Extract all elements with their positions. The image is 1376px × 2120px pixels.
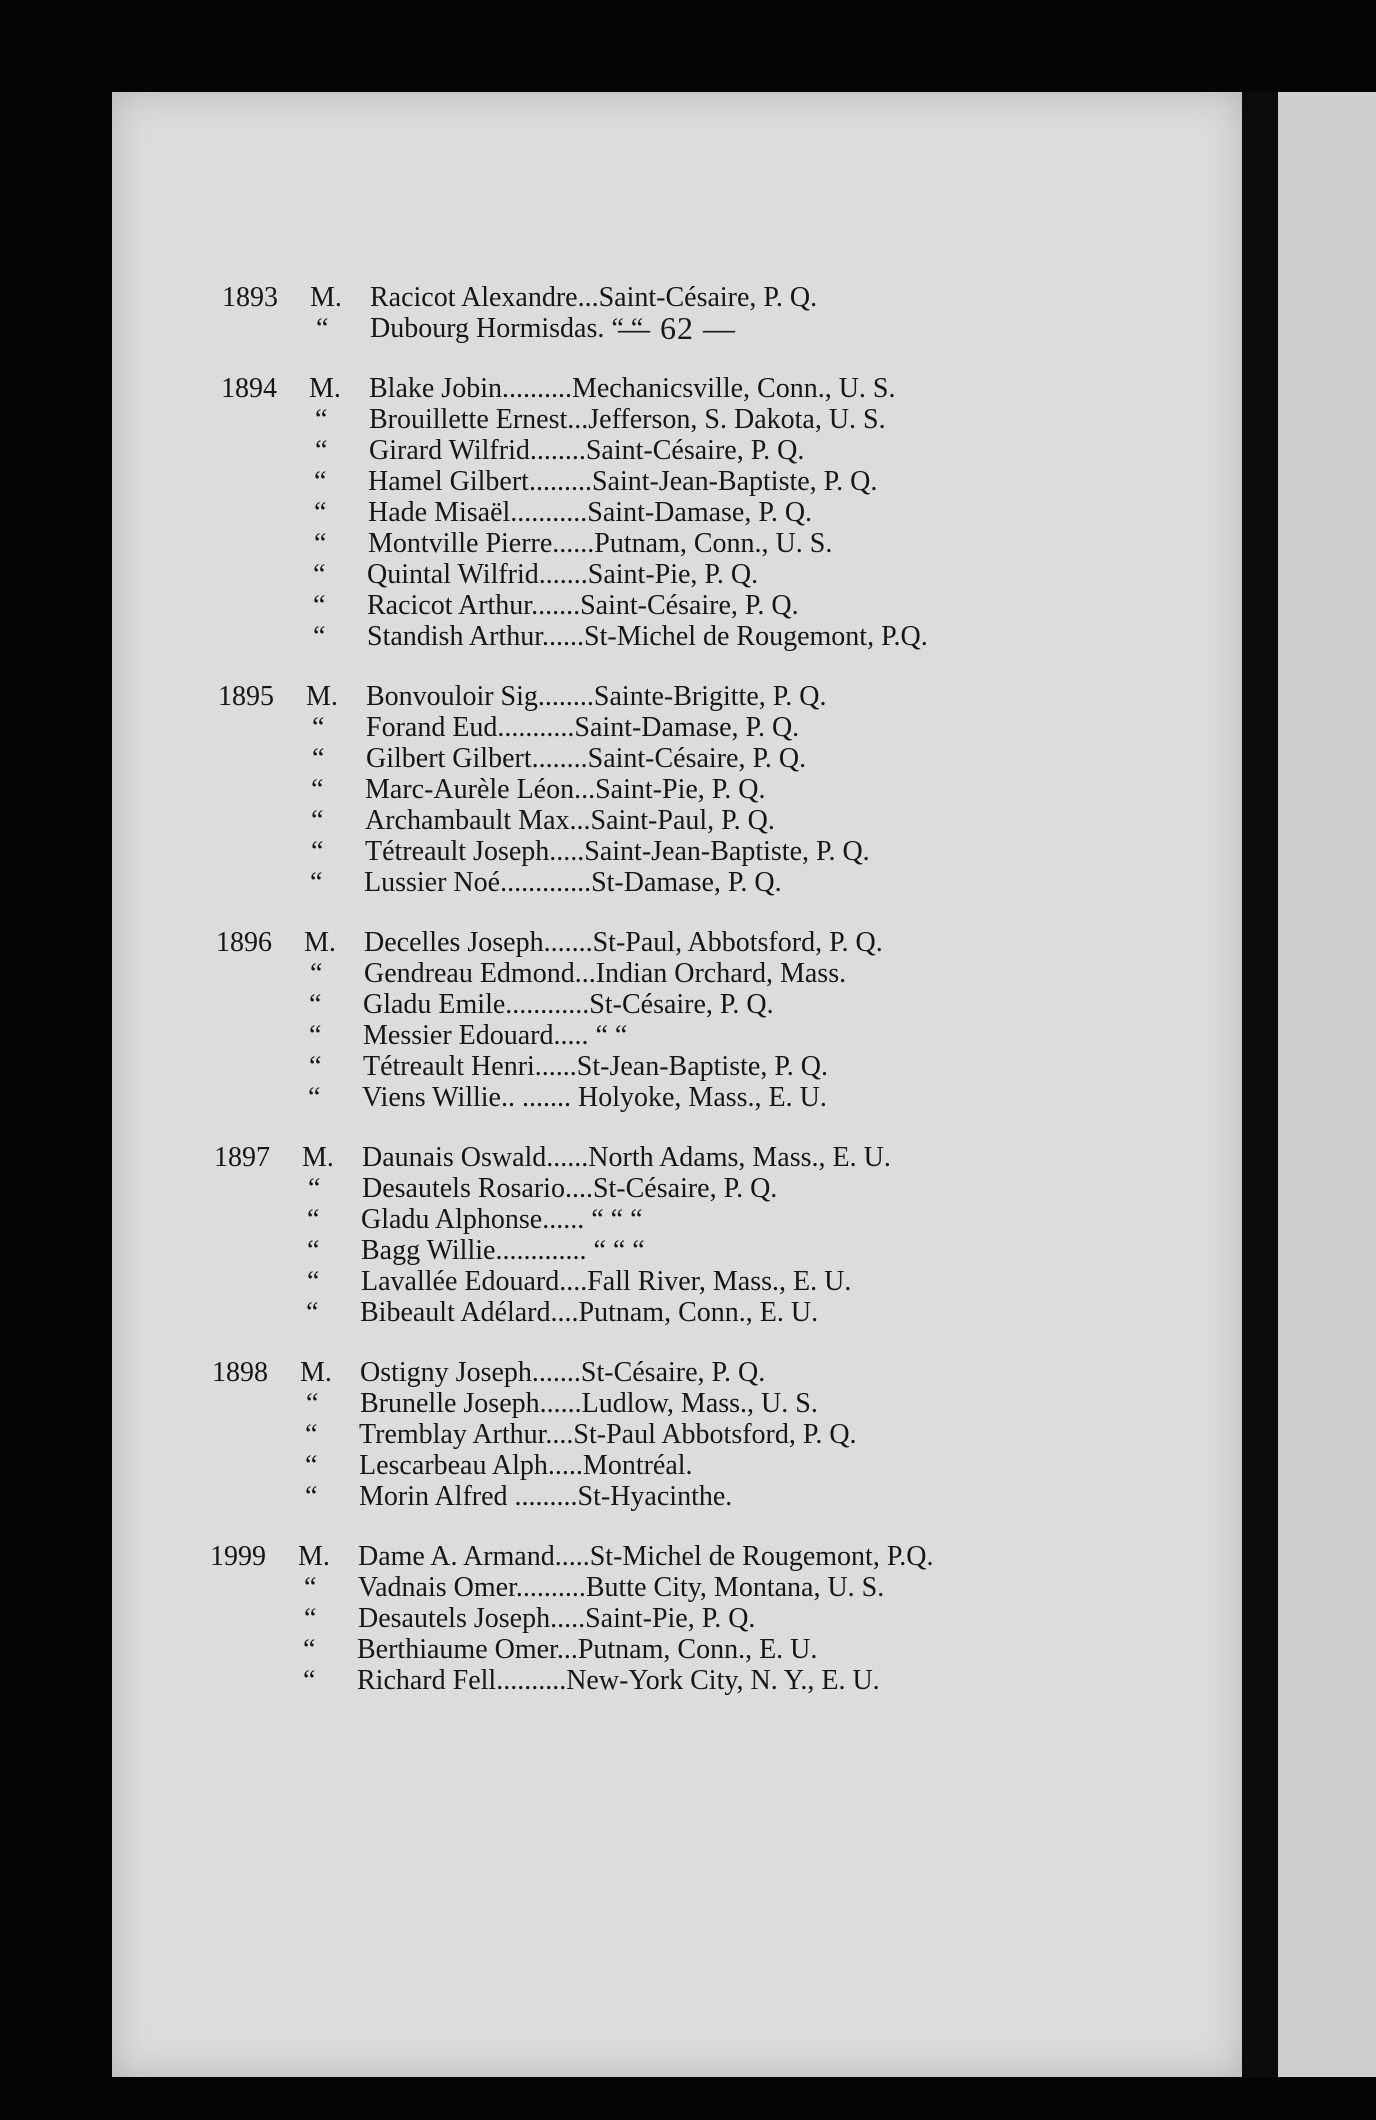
list-item xyxy=(112,403,1212,436)
list-item xyxy=(112,1081,1212,1114)
list-item xyxy=(112,589,1212,622)
entry-text: Tétreault Joseph.....Saint-Jean-Baptiste, P. Q. xyxy=(365,836,870,867)
list-item xyxy=(112,1356,1212,1389)
entry-text: Forand Eud...........Saint-Damase, P. Q. xyxy=(366,712,800,743)
entry-text: Hamel Gilbert.........Saint-Jean-Baptiste, P. Q. xyxy=(368,466,878,497)
ditto-mark: “ xyxy=(305,1450,318,1481)
list-item xyxy=(112,620,1212,653)
list-item xyxy=(112,434,1212,467)
entry-text: Montville Pierre......Putnam, Conn., U. S. xyxy=(368,528,833,559)
list-item xyxy=(112,372,1212,405)
ditto-mark: “ xyxy=(310,867,323,898)
entry-text: Dubourg Hormisdas. “ “ xyxy=(370,313,644,344)
list-item xyxy=(112,527,1212,560)
entry-text: Vadnais Omer..........Butte City, Montana, U. S. xyxy=(358,1572,885,1603)
entry-text: Desautels Joseph.....Saint-Pie, P. Q. xyxy=(358,1603,756,1634)
ditto-mark: “ xyxy=(303,1665,316,1696)
list-item xyxy=(112,1234,1212,1267)
ditto-mark: “ xyxy=(309,1051,322,1082)
entry-year: 1895 xyxy=(218,681,274,712)
ditto-mark: “ xyxy=(306,1297,319,1328)
list-item xyxy=(112,1203,1212,1236)
list-item xyxy=(112,988,1212,1021)
list-item xyxy=(112,1664,1212,1697)
ditto-mark: “ xyxy=(311,836,324,867)
list-item xyxy=(112,558,1212,591)
ditto-mark: “ xyxy=(304,1572,317,1603)
entry-year: 1896 xyxy=(216,927,272,958)
entry-text: Morin Alfred .........St-Hyacinthe. xyxy=(359,1481,733,1512)
ditto-mark: “ xyxy=(315,404,328,435)
ditto-mark: “ xyxy=(307,1235,320,1266)
entry-text: Dame A. Armand.....St-Michel de Rougemont, P.Q. xyxy=(358,1541,934,1572)
list-item xyxy=(112,957,1212,990)
entry-sex: M. xyxy=(304,927,336,958)
entry-text: Quintal Wilfrid.......Saint-Pie, P. Q. xyxy=(367,559,759,590)
ditto-mark: “ xyxy=(312,743,325,774)
ditto-mark: “ xyxy=(305,1419,318,1450)
entry-text: Gladu Alphonse...... “ “ “ xyxy=(361,1204,643,1235)
ditto-mark: “ xyxy=(305,1481,318,1512)
list-item xyxy=(112,1141,1212,1174)
list-item xyxy=(112,680,1212,713)
list-item xyxy=(112,804,1212,837)
ditto-mark: “ xyxy=(314,497,327,528)
ditto-mark: “ xyxy=(312,712,325,743)
ditto-mark: “ xyxy=(314,528,327,559)
entry-text: Brouillette Ernest...Jefferson, S. Dakota, U. S. xyxy=(369,404,886,435)
ditto-mark: “ xyxy=(311,774,324,805)
entry-sex: M. xyxy=(306,681,338,712)
list-item xyxy=(112,1265,1212,1298)
ditto-mark: “ xyxy=(316,313,329,344)
entry-year: 1999 xyxy=(210,1541,266,1572)
entry-text: Hade Misaël...........Saint-Damase, P. Q. xyxy=(368,497,813,528)
entry-text: Gilbert Gilbert........Saint-Césaire, P. Q. xyxy=(366,743,807,774)
entry-text: Desautels Rosario....St-Césaire, P. Q. xyxy=(362,1173,778,1204)
entry-text: Marc-Aurèle Léon...Saint-Pie, P. Q. xyxy=(365,774,766,805)
entry-text: Bonvouloir Sig........Sainte-Brigitte, P. Q. xyxy=(366,681,827,712)
entry-sex: M. xyxy=(298,1541,330,1572)
list-item xyxy=(112,1571,1212,1604)
entry-text: Lescarbeau Alph.....Montréal. xyxy=(359,1450,693,1481)
list-item xyxy=(112,1296,1212,1329)
ditto-mark: “ xyxy=(314,466,327,497)
entry-text: Lussier Noé.............St-Damase, P. Q. xyxy=(364,867,782,898)
ditto-mark: “ xyxy=(313,559,326,590)
entry-text: Brunelle Joseph......Ludlow, Mass., U. S. xyxy=(360,1388,818,1419)
entry-year: 1897 xyxy=(214,1142,270,1173)
ditto-mark: “ xyxy=(310,958,323,989)
entry-text: Richard Fell..........New-York City, N. Y., E. U. xyxy=(357,1665,880,1696)
entry-year: 1893 xyxy=(222,282,278,313)
list-item xyxy=(112,1480,1212,1513)
entry-text: Bagg Willie............. “ “ “ xyxy=(361,1235,645,1266)
entry-text: Ostigny Joseph.......St-Césaire, P. Q. xyxy=(360,1357,766,1388)
page-number: — 62 — xyxy=(618,310,736,346)
list-item xyxy=(112,312,1212,345)
entry-text: Lavallée Edouard....Fall River, Mass., E. U. xyxy=(361,1266,852,1297)
ditto-mark: “ xyxy=(315,435,328,466)
entry-year: 1898 xyxy=(212,1357,268,1388)
entry-text: Standish Arthur......St-Michel de Rougemont, P.Q. xyxy=(367,621,928,652)
ditto-mark: “ xyxy=(307,1266,320,1297)
entry-sex: M. xyxy=(300,1357,332,1388)
entry-text: Racicot Arthur.......Saint-Césaire, P. Q. xyxy=(367,590,799,621)
ditto-mark: “ xyxy=(304,1603,317,1634)
list-item xyxy=(112,1172,1212,1205)
entry-sex: M. xyxy=(309,373,341,404)
list-item xyxy=(112,1449,1212,1482)
ditto-mark: “ xyxy=(307,1204,320,1235)
entry-text: Girard Wilfrid........Saint-Césaire, P. Q. xyxy=(369,435,805,466)
list-item xyxy=(112,866,1212,899)
entry-text: Blake Jobin..........Mechanicsville, Conn., U. S. xyxy=(369,373,896,404)
list-item xyxy=(112,711,1212,744)
ditto-mark: “ xyxy=(311,805,324,836)
adjacent-page-edge xyxy=(1278,92,1376,2077)
list-item xyxy=(112,1387,1212,1420)
ditto-mark: “ xyxy=(308,1173,321,1204)
list-item xyxy=(112,835,1212,868)
ditto-mark: “ xyxy=(306,1388,319,1419)
entry-text: Berthiaume Omer...Putnam, Conn., E. U. xyxy=(357,1634,818,1665)
list-item xyxy=(112,773,1212,806)
book-spine xyxy=(1242,92,1278,2077)
ditto-mark: “ xyxy=(313,590,326,621)
list-item xyxy=(112,1019,1212,1052)
entry-text: Messier Edouard..... “ “ xyxy=(363,1020,628,1051)
entry-text: Tremblay Arthur....St-Paul Abbotsford, P. Q. xyxy=(359,1419,857,1450)
entry-text: Tétreault Henri......St-Jean-Baptiste, P. Q. xyxy=(363,1051,829,1082)
entry-text: Archambault Max...Saint-Paul, P. Q. xyxy=(365,805,775,836)
list-item xyxy=(112,1050,1212,1083)
entry-text: Bibeault Adélard....Putnam, Conn., E. U. xyxy=(360,1297,819,1328)
entry-text: Daunais Oswald......North Adams, Mass., E. U. xyxy=(362,1142,891,1173)
list-item xyxy=(112,465,1212,498)
book-page xyxy=(112,92,1242,2077)
list-item xyxy=(112,281,1212,314)
ditto-mark: “ xyxy=(313,621,326,652)
ditto-mark: “ xyxy=(309,1020,322,1051)
list-item xyxy=(112,1540,1212,1573)
entry-text: Viens Willie.. ....... Holyoke, Mass., E. U. xyxy=(362,1082,827,1113)
list-item xyxy=(112,1602,1212,1635)
ditto-mark: “ xyxy=(309,989,322,1020)
list-item xyxy=(112,926,1212,959)
list-item xyxy=(112,496,1212,529)
ditto-mark: “ xyxy=(303,1634,316,1665)
entry-sex: M. xyxy=(302,1142,334,1173)
entry-sex: M. xyxy=(310,282,342,313)
entry-text: Gendreau Edmond...Indian Orchard, Mass. xyxy=(364,958,847,989)
entry-text: Decelles Joseph.......St-Paul, Abbotsford, P. Q. xyxy=(364,927,883,958)
entry-year: 1894 xyxy=(221,373,277,404)
list-item xyxy=(112,1418,1212,1451)
list-item xyxy=(112,742,1212,775)
ditto-mark: “ xyxy=(308,1082,321,1113)
entry-text: Racicot Alexandre...Saint-Césaire, P. Q. xyxy=(370,282,818,313)
list-item xyxy=(112,1633,1212,1666)
entry-text: Gladu Emile............St-Césaire, P. Q. xyxy=(363,989,774,1020)
